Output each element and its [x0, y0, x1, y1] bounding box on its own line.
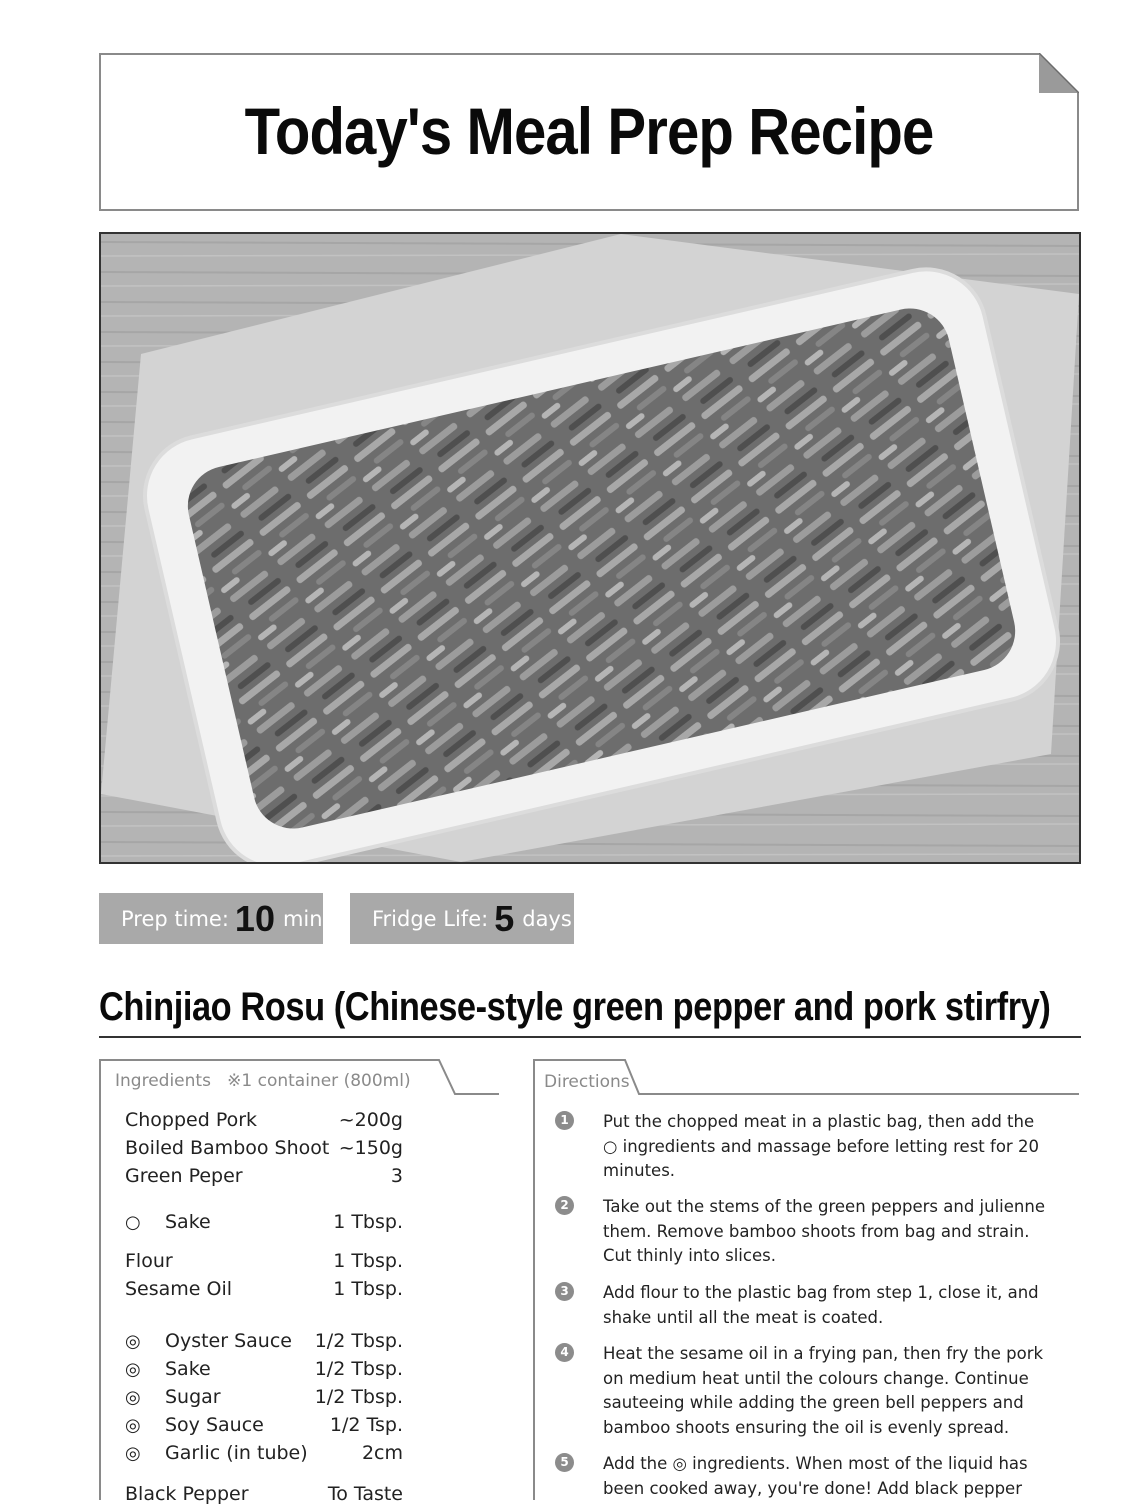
ingredient-amount: 1 Tbsp. — [333, 1278, 403, 1300]
step-text: Add the ◎ ingredients. When most of the liquid has been cooked away, you're done! Add black pepper — [603, 1454, 1028, 1498]
ingredient-amount: To Taste — [327, 1483, 403, 1505]
fridge-life-value: 5 — [494, 897, 515, 939]
step-number-badge: 1 — [555, 1111, 574, 1130]
ingredient-name: Oyster Sauce — [165, 1330, 292, 1352]
list-item — [125, 1106, 403, 1134]
ingredient-name: Garlic (in tube) — [165, 1442, 308, 1464]
ingredient-name: Soy Sauce — [165, 1414, 264, 1436]
step-number-badge: 3 — [555, 1282, 574, 1301]
prep-time-badge — [99, 893, 323, 944]
ingredients-yield: ※1 container (800ml) — [227, 1071, 411, 1091]
step-text: Take out the stems of the green peppers and julienne them. Remove bamboo shoots from bag and strain. Cut thinly into slices. — [603, 1197, 1045, 1265]
ingredient-name: Sake — [165, 1211, 211, 1233]
direction-step — [555, 1281, 1045, 1330]
ingredient-amount: 2cm — [361, 1442, 403, 1464]
ingredient-amount: 1 Tbsp. — [333, 1250, 403, 1272]
ingredients-label — [115, 1071, 411, 1091]
direction-step — [555, 1342, 1045, 1440]
ingredient-name: Flour — [125, 1250, 173, 1272]
list-item — [125, 1383, 403, 1411]
list-item — [125, 1411, 403, 1439]
recipe-title: Chinjiao Rosu (Chinese-style green pepper and pork stirfry) — [99, 985, 1051, 1029]
step-number-badge: 2 — [555, 1196, 574, 1215]
double-circle-mark-icon: ◎ — [125, 1358, 141, 1380]
step-number-badge: 5 — [555, 1453, 574, 1472]
list-item — [125, 1208, 403, 1236]
list-item — [125, 1327, 403, 1355]
step-text: Put the chopped meat in a plastic bag, then add the ○ ingredients and massage before letting rest for 20 minutes. — [603, 1112, 1039, 1180]
fridge-life-unit: days — [522, 906, 572, 931]
circle-mark-icon: ○ — [125, 1211, 141, 1233]
list-item — [125, 1480, 403, 1508]
ingredient-name: Sake — [165, 1358, 211, 1380]
direction-step — [555, 1110, 1045, 1184]
list-item — [125, 1162, 403, 1190]
title-banner — [99, 53, 1079, 211]
ingredient-name: Green Peper — [125, 1165, 243, 1187]
list-item — [125, 1275, 403, 1303]
ingredient-name: Sugar — [165, 1386, 221, 1408]
direction-step — [555, 1195, 1045, 1269]
double-circle-mark-icon: ◎ — [125, 1414, 141, 1436]
ingredient-amount: 3 — [390, 1165, 403, 1187]
step-text: Add flour to the plastic bag from step 1, close it, and shake until all the meat is coated. — [603, 1283, 1039, 1327]
dish-photo — [99, 232, 1081, 864]
fridge-life-label: Fridge Life: — [372, 906, 489, 931]
ingredient-name: Chopped Pork — [125, 1109, 258, 1131]
double-circle-mark-icon: ◎ — [125, 1442, 141, 1464]
direction-step — [555, 1452, 1045, 1501]
prep-time-unit: min — [282, 906, 323, 931]
step-text: Heat the sesame oil in a frying pan, then fry the pork on medium heat until the colours change. Continue sauteeing while adding the green bell peppers and bamboo shoots ensuring the oil is evenly spread. — [603, 1344, 1044, 1437]
ingredient-amount: ~200g — [338, 1109, 403, 1131]
ingredients-label-text: Ingredients — [115, 1071, 211, 1091]
ingredient-amount: 1/2 Tbsp. — [314, 1358, 403, 1380]
ingredient-amount: 1/2 Tbsp. — [314, 1330, 403, 1352]
page-fold-icon — [1039, 53, 1079, 93]
list-item — [125, 1355, 403, 1383]
step-number-badge: 4 — [555, 1343, 574, 1362]
list-item — [125, 1439, 403, 1467]
ingredient-amount: 1/2 Tbsp. — [314, 1386, 403, 1408]
prep-time-value: 10 — [234, 897, 275, 939]
double-circle-mark-icon: ◎ — [125, 1386, 141, 1408]
list-item — [125, 1134, 403, 1162]
fridge-life-badge — [350, 893, 574, 944]
ingredient-name: Black Pepper — [125, 1483, 249, 1505]
ingredient-amount: 1/2 Tsp. — [329, 1414, 403, 1436]
ingredient-amount: 1 Tbsp. — [333, 1211, 403, 1233]
divider — [99, 1036, 1081, 1038]
list-item — [125, 1247, 403, 1275]
prep-time-label: Prep time: — [121, 906, 229, 931]
ingredient-name: Boiled Bamboo Shoot — [125, 1137, 330, 1159]
page-title: Today's Meal Prep Recipe — [244, 94, 934, 168]
ingredient-amount: ~150g — [338, 1137, 403, 1159]
directions-label: Directions — [544, 1072, 630, 1092]
ingredient-name: Sesame Oil — [125, 1278, 233, 1300]
double-circle-mark-icon: ◎ — [125, 1330, 141, 1352]
